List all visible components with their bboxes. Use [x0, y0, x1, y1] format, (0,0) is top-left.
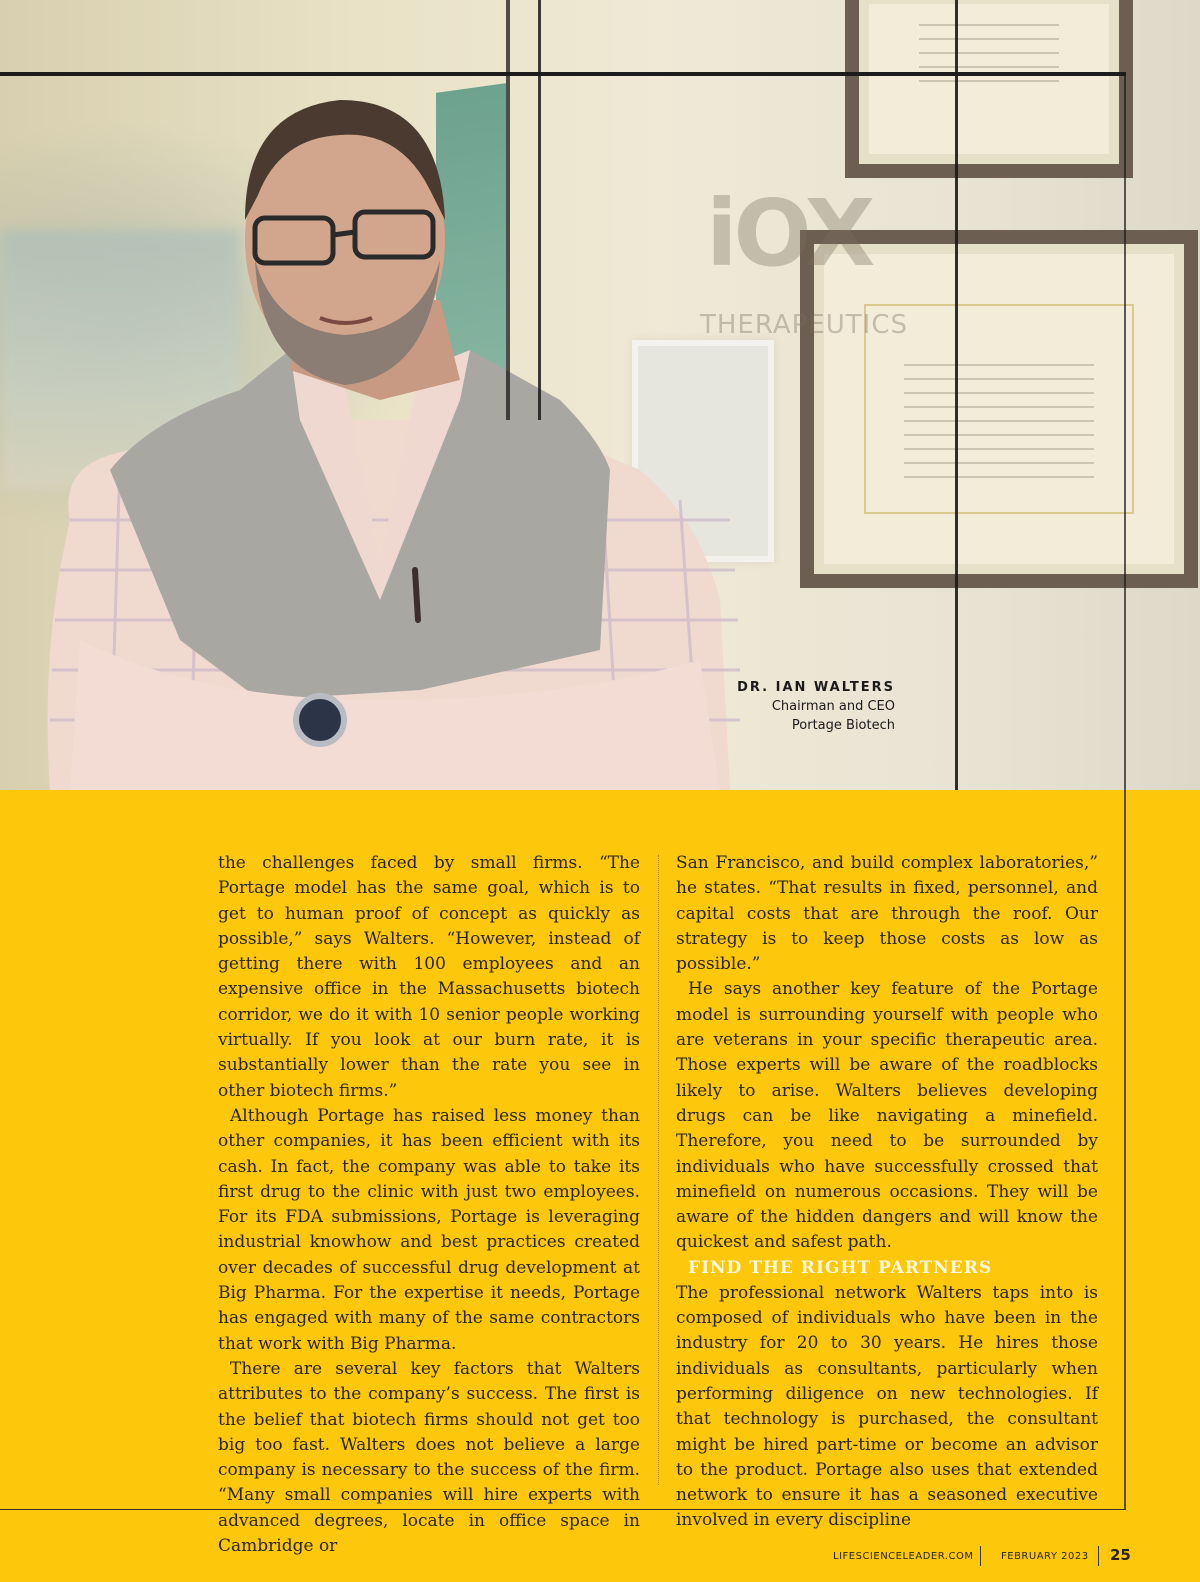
- paragraph: The professional network Walters taps into is composed of individuals who have been in the industry for 20 to 30 years. He hires those individuals as consultants, particularly when performing diligence on new technologies. If that technology is purchased, the consultant might be hired part-time or become an advisor to the product. Portage also uses that extended network to ensure it has a seasoned executive involved in every discipline: [676, 1282, 1098, 1531]
- vest-zipper: [415, 570, 418, 620]
- footer-rule: [0, 1509, 1126, 1510]
- section-subhead: FIND THE RIGHT PARTNERS: [688, 1257, 993, 1278]
- paragraph: Although Portage has raised less money than other companies, it has been efficient with its cash. In fact, the company was able to take its first drug to the clinic with just two employees. For its FDA submissions, Portage is leveraging industrial knowhow and best practices created over decades of successful drug development at Big Pharma. For the expertise it needs, Portage has engaged with many of the same contractors that work with Big Pharma.: [218, 1105, 640, 1354]
- wristwatch-icon: [296, 696, 344, 744]
- top-rule: [0, 72, 1126, 76]
- paragraph: He says another key feature of the Portage model is surrounding yourself with people who are veterans in your specific therapeutic area. Those experts will be aware of the roadblocks likely to arise. Walters believes developing drugs can be like navigating a minefield. Therefore, you need to be surrounded by individuals who have successfully crossed that minefield on numerous occasions. They will be aware of the hidden dangers and will know the quickest and safest path.: [676, 979, 1098, 1253]
- glass-edge: [538, 0, 541, 420]
- caption-name: DR. IAN WALTERS: [737, 680, 895, 695]
- iox-logo-glass: iOX: [706, 180, 872, 287]
- glass-edge: [506, 0, 510, 420]
- hero-photo: [0, 0, 1200, 790]
- photo-caption: [737, 679, 895, 735]
- column-divider: [658, 855, 659, 1485]
- page-number: 25: [1110, 1546, 1131, 1564]
- caption-title: Chairman and CEO: [771, 699, 895, 714]
- caption-company: Portage Biotech: [791, 718, 895, 733]
- paragraph: San Francisco, and build complex laboratories,” he states. “That results in fixed, personnel, and capital costs that are through the roof. Our strategy is to keep those costs as low as possible.”: [676, 853, 1098, 975]
- glass-edge: [955, 0, 958, 790]
- footer-separator: [1098, 1546, 1099, 1566]
- glasses-bridge: [333, 232, 355, 235]
- article-column-left: [218, 851, 640, 1559]
- article-column-right: [676, 851, 1098, 1534]
- portrait-person: [0, 0, 800, 790]
- footer-date: FEBRUARY 2023: [1001, 1551, 1089, 1562]
- diploma-frame-top: [845, 0, 1133, 178]
- paragraph: There are several key factors that Walters attributes to the company’s success. The first is the belief that biotech firms should not get too big too fast. Walters does not believe a large company is necessary to the success of the firm. “Many small companies will hire experts with advanced degrees, locate in office space in Cambridge or: [218, 1358, 640, 1557]
- footer-separator: [980, 1546, 981, 1566]
- right-margin-rule: [1124, 74, 1126, 1510]
- iox-logo-subtext: THERAPEUTICS: [700, 310, 909, 340]
- footer-site: LIFESCIENCELEADER.COM: [833, 1551, 974, 1562]
- paragraph: the challenges faced by small firms. “The Portage model has the same goal, which is to get to human proof of concept as quickly as possible,” says Walters. “However, instead of getting there with 100 employees and an expensive office in the Massachusetts biotech corridor, we do it with 10 senior people working virtually. If you look at our burn rate, it is substantially lower than the rate you see in other biotech firms.”: [218, 853, 640, 1101]
